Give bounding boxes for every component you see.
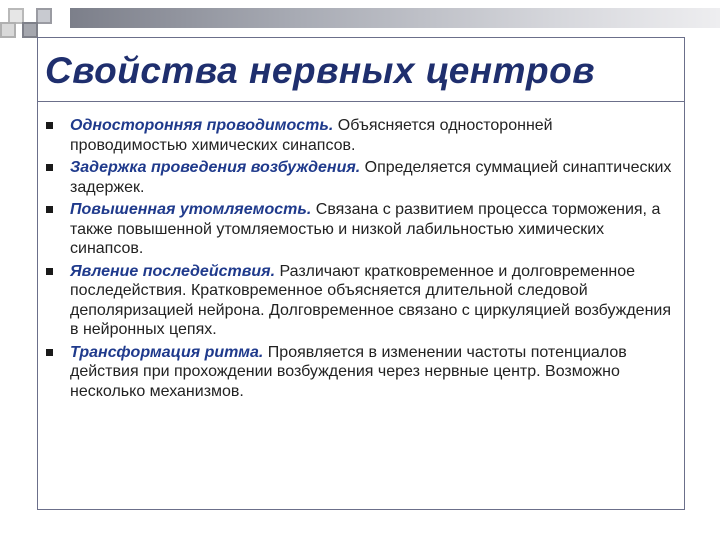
- decorative-header-bar: [70, 8, 720, 28]
- slide-title: Свойства нервных центров: [45, 50, 596, 91]
- item-term: Явление последействия.: [70, 262, 276, 280]
- item-term: Односторонняя проводимость.: [70, 117, 334, 134]
- list-item: [44, 262, 674, 340]
- square-bullet-icon: [46, 206, 53, 213]
- item-term: Трансформация ритма.: [70, 343, 264, 361]
- title-divider: [37, 101, 685, 102]
- list-item: [44, 343, 674, 402]
- item-text: Определяется суммацией синаптических задержек.: [70, 159, 672, 196]
- square-bullet-icon: [46, 164, 53, 171]
- list-item: [44, 200, 674, 259]
- square-bullet-icon: [46, 122, 53, 129]
- item-text: Проявляется в изменении частоты потенциалов действия при прохождении возбуждения через нервные центр. Возможно несколько механизмов.: [70, 343, 627, 400]
- list-item: [44, 116, 674, 155]
- decorative-square: [22, 22, 38, 38]
- properties-list: [44, 116, 674, 404]
- item-text: Объясняется односторонней проводимостью химических синапсов.: [70, 117, 553, 154]
- square-bullet-icon: [46, 349, 53, 356]
- item-term: Задержка проведения возбуждения.: [70, 159, 361, 176]
- decorative-square: [36, 8, 52, 24]
- list-item: [44, 158, 674, 197]
- item-text: Связана с развитием процесса торможения, а также повышенной утомляемостью и низкой лабильностью химических синапсов.: [70, 201, 661, 257]
- item-text: Различают кратковременное и долговременное последействия. Кратковременное объясняется длительной следовой деполяризацией нейрона. Долговременное связано с циркуляцией возбуждения в нейронных цепях.: [70, 262, 671, 338]
- decorative-square: [0, 22, 16, 38]
- item-term: Повышенная утомляемость.: [70, 201, 312, 218]
- square-bullet-icon: [46, 268, 53, 275]
